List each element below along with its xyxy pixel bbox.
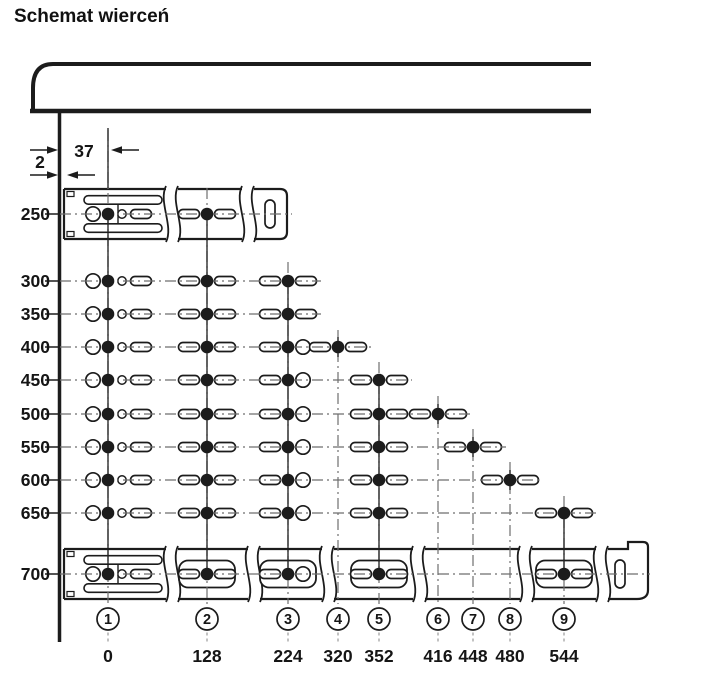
length-label-650: 650 xyxy=(20,503,50,523)
position-number: 5 xyxy=(374,612,384,628)
rail-tab xyxy=(67,592,74,597)
drill-dot xyxy=(102,408,115,421)
dim-label-2: 2 xyxy=(35,152,45,172)
drill-dot xyxy=(373,568,386,581)
position-number: 2 xyxy=(202,612,212,628)
position-marker-6 xyxy=(423,608,452,666)
drill-dot xyxy=(201,341,214,354)
drill-dot xyxy=(102,341,115,354)
length-label-250: 250 xyxy=(20,204,50,224)
length-label-400: 400 xyxy=(20,337,50,357)
drill-dot xyxy=(201,507,214,520)
rail-end-cap xyxy=(608,542,648,599)
rail-long-slot xyxy=(84,224,162,233)
drill-dot xyxy=(432,408,445,421)
drill-dot xyxy=(201,568,214,581)
drill-dot xyxy=(201,374,214,387)
length-label-600: 600 xyxy=(20,470,50,490)
dimension-arrowhead xyxy=(67,171,78,179)
length-label-700: 700 xyxy=(20,564,50,584)
drill-dots-group xyxy=(102,208,571,581)
drill-dot xyxy=(467,441,480,454)
position-number: 8 xyxy=(505,612,515,628)
drill-dot xyxy=(282,507,295,520)
position-marker-9 xyxy=(549,608,578,666)
drill-dot xyxy=(558,568,571,581)
position-marker-5 xyxy=(364,608,393,666)
position-marker-2 xyxy=(192,608,221,666)
position-number: 4 xyxy=(333,612,343,628)
mm-label-224: 224 xyxy=(273,646,303,666)
panel-top-edge xyxy=(33,64,591,109)
drill-dot xyxy=(373,441,386,454)
drill-dot xyxy=(282,341,295,354)
drill-dot xyxy=(102,507,115,520)
drill-dot xyxy=(201,208,214,221)
drill-dot xyxy=(102,374,115,387)
position-number: 9 xyxy=(559,612,569,628)
drill-dot xyxy=(373,374,386,387)
mm-label-128: 128 xyxy=(192,646,222,666)
drill-dot xyxy=(102,441,115,454)
rail-long-slot xyxy=(84,584,162,593)
mm-label-544: 544 xyxy=(549,646,579,666)
rail-tab xyxy=(67,552,74,557)
length-label-350: 350 xyxy=(20,304,50,324)
rail-drawings-group xyxy=(64,186,648,602)
rail-break-line xyxy=(518,546,523,602)
drill-dot xyxy=(558,507,571,520)
hole-outlines-group xyxy=(86,274,593,520)
length-label-500: 500 xyxy=(20,404,50,424)
drill-dot xyxy=(282,408,295,421)
drill-dot xyxy=(373,507,386,520)
drill-dot xyxy=(282,308,295,321)
drill-dot xyxy=(102,474,115,487)
rail-tab xyxy=(67,232,74,237)
drill-dot xyxy=(504,474,517,487)
length-label-550: 550 xyxy=(20,437,50,457)
length-label-450: 450 xyxy=(20,370,50,390)
position-marker-8 xyxy=(495,608,524,666)
drill-dot xyxy=(373,408,386,421)
dimension-arrowhead xyxy=(111,146,122,154)
drill-dot xyxy=(102,275,115,288)
drill-dot xyxy=(102,568,115,581)
rail-long-slot xyxy=(84,196,162,205)
mm-label-416: 416 xyxy=(423,646,453,666)
position-number: 6 xyxy=(433,612,443,628)
rail-tab xyxy=(67,192,74,197)
mm-label-320: 320 xyxy=(323,646,353,666)
drill-dot xyxy=(102,308,115,321)
length-label-300: 300 xyxy=(20,271,50,291)
position-marker-3 xyxy=(273,608,302,666)
mm-label-448: 448 xyxy=(458,646,488,666)
position-marker-7 xyxy=(458,608,487,666)
mm-label-0: 0 xyxy=(103,646,113,666)
dimension-annotations xyxy=(30,128,139,188)
dimension-arrowhead xyxy=(47,171,58,179)
drill-dot xyxy=(201,474,214,487)
drill-dot xyxy=(373,474,386,487)
drill-dot xyxy=(282,441,295,454)
dim-label-37: 37 xyxy=(74,141,94,161)
mm-label-352: 352 xyxy=(364,646,394,666)
position-number: 7 xyxy=(468,612,478,628)
drill-dot xyxy=(282,568,295,581)
position-marker-1 xyxy=(97,608,119,666)
axis-labels-group xyxy=(21,204,579,666)
drill-dot xyxy=(102,208,115,221)
rail-long-slot xyxy=(84,556,162,565)
position-marker-4 xyxy=(323,608,352,666)
page-title: Schemat wierceń xyxy=(14,6,170,27)
drill-dot xyxy=(282,474,295,487)
drill-dot xyxy=(201,308,214,321)
mm-label-480: 480 xyxy=(495,646,525,666)
drill-dot xyxy=(201,275,214,288)
drill-dot xyxy=(332,341,345,354)
position-number: 3 xyxy=(283,612,293,628)
drill-dot xyxy=(282,275,295,288)
position-number: 1 xyxy=(103,612,113,628)
drill-dot xyxy=(201,441,214,454)
drill-dot xyxy=(282,374,295,387)
dimension-arrowhead xyxy=(47,146,58,154)
drill-dot xyxy=(201,408,214,421)
